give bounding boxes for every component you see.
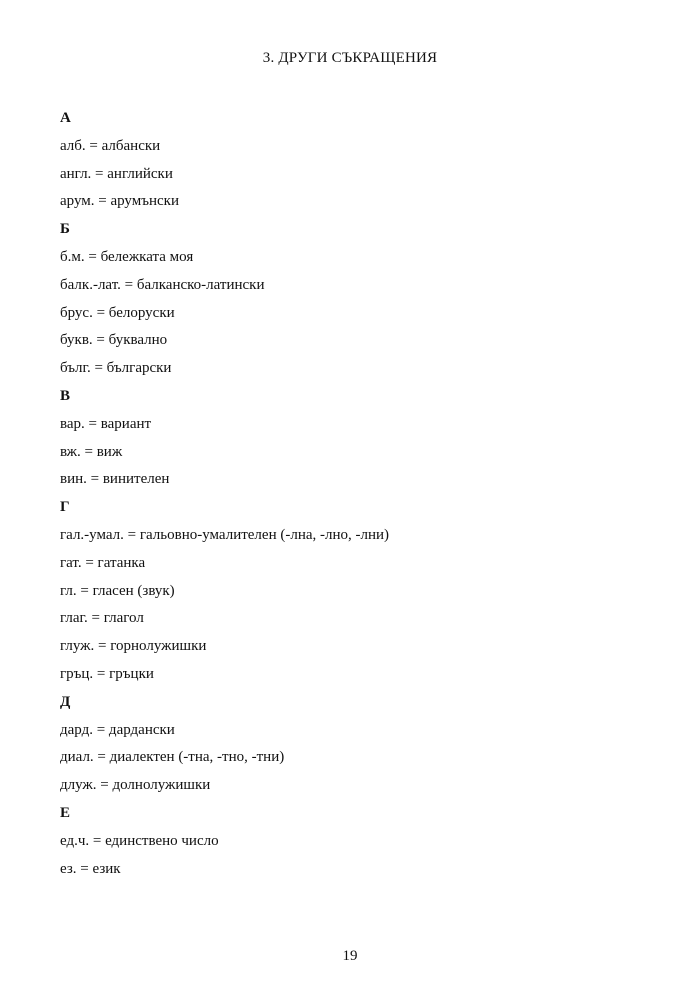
letter-heading: В <box>60 387 71 404</box>
abbreviation-entry: гат. = гатанка <box>60 554 146 571</box>
abbreviation-entry: брус. = белоруски <box>60 304 175 321</box>
abbreviation-entry: вар. = вариант <box>60 415 152 432</box>
letter-heading: А <box>60 110 71 126</box>
letter-heading: Г <box>60 499 70 516</box>
abbreviation-entry: б.м. = бележката моя <box>60 248 194 265</box>
abbreviation-entry: букв. = буквално <box>60 332 168 349</box>
abbreviation-entry: ез. = език <box>60 860 121 877</box>
abbreviation-entry: алб. = албански <box>60 137 161 154</box>
letter-heading: Д <box>60 693 71 710</box>
letter-heading: Б <box>60 221 70 238</box>
abbreviation-entry: гръц. = гръцки <box>60 665 154 682</box>
abbreviation-entry: англ. = английски <box>60 165 173 182</box>
abbreviation-entry: дард. = дардански <box>60 721 175 738</box>
abbreviation-entry: длуж. = долнолужишки <box>60 777 211 794</box>
abbreviation-entry: гал.-умал. = гальовно-умалителен (-лна, -лно, -лни) <box>60 526 390 543</box>
abbreviation-entry: гл. = гласен (звук) <box>60 582 175 599</box>
abbreviation-entry: бълг. = български <box>60 360 172 377</box>
letter-heading: Е <box>60 804 71 821</box>
abbreviation-entry: ед.ч. = единствено число <box>60 832 219 849</box>
abbreviation-entry: балк.-лат. = балканско-латински <box>60 276 265 293</box>
abbreviation-entry: вж. = виж <box>60 443 123 460</box>
abbreviation-entry: глаг. = глагол <box>60 610 144 627</box>
abbreviation-entry: арум. = арумънски <box>60 193 179 210</box>
abbreviation-list <box>60 105 660 883</box>
section-title: 3. ДРУГИ СЪКРАЩЕНИЯ <box>262 50 438 66</box>
abbreviation-entry: диал. = диалектен (-тна, -тно, -тни) <box>60 749 285 766</box>
abbreviation-entry: вин. = винителен <box>60 471 170 488</box>
page-number: 19 <box>342 948 358 964</box>
abbreviation-entry: глуж. = горнолужишки <box>60 638 207 655</box>
